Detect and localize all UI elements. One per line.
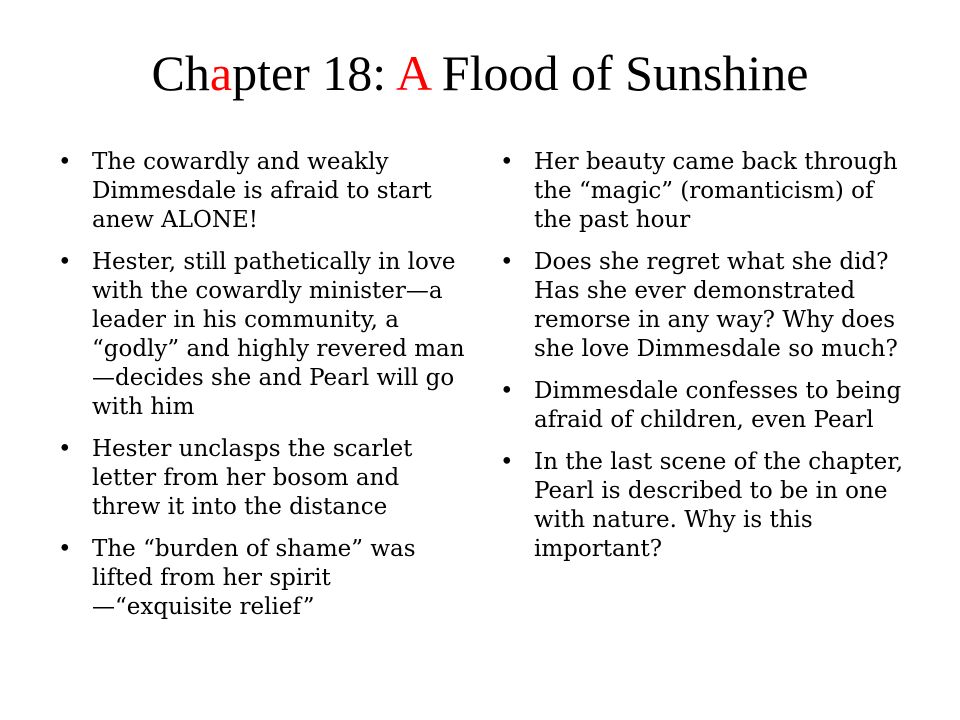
bullet-item	[500, 248, 910, 364]
bullet-item	[58, 435, 468, 522]
bullet-item	[58, 248, 468, 422]
title-part: Ch	[151, 45, 210, 101]
bullet-text: The “burden of shame” was lifted from her spirit—“exquisite relief”	[92, 536, 416, 620]
bullet-item	[500, 148, 910, 235]
right-bullet-list	[500, 148, 910, 577]
bullet-icon: •	[58, 149, 72, 175]
bullet-icon: •	[500, 149, 514, 175]
bullet-text: Hester unclasps the scarlet letter from her bosom and threw it into the distance	[92, 436, 413, 520]
title-accent-letter: a	[209, 45, 233, 101]
title-part: pter 18:	[232, 45, 396, 101]
bullet-item	[58, 148, 468, 235]
bullet-text: The cowardly and weakly Dimmesdale is afraid to start anew ALONE!	[92, 149, 432, 233]
bullet-text: Dimmesdale confesses to being afraid of children, even Pearl	[534, 378, 902, 433]
bullet-item	[500, 448, 910, 564]
title-part: Flood of Sunshine	[429, 45, 809, 101]
bullet-icon: •	[500, 449, 514, 475]
bullet-item	[58, 535, 468, 622]
title-accent-letter: A	[395, 45, 430, 101]
bullet-icon: •	[58, 436, 72, 462]
bullet-icon: •	[58, 536, 72, 562]
bullet-icon: •	[500, 249, 514, 275]
bullet-icon: •	[58, 249, 72, 275]
bullet-icon: •	[500, 378, 514, 404]
bullet-text: Does she regret what she did? Has she ever demonstrated remorse in any way? Why does she love Dimmesdale so much?	[534, 249, 898, 362]
bullet-text: Her beauty came back through the “magic” (romanticism) of the past hour	[534, 149, 898, 233]
bullet-text: In the last scene of the chapter, Pearl is described to be in one with nature. Why is this important?	[534, 449, 904, 562]
bullet-item	[500, 377, 910, 435]
left-bullet-list	[58, 148, 468, 635]
bullet-text: Hester, still pathetically in love with the cowardly minister—a leader in his community, a “godly” and highly revered man—decides she and Pearl will go with him	[92, 249, 465, 420]
slide-title	[0, 42, 960, 104]
